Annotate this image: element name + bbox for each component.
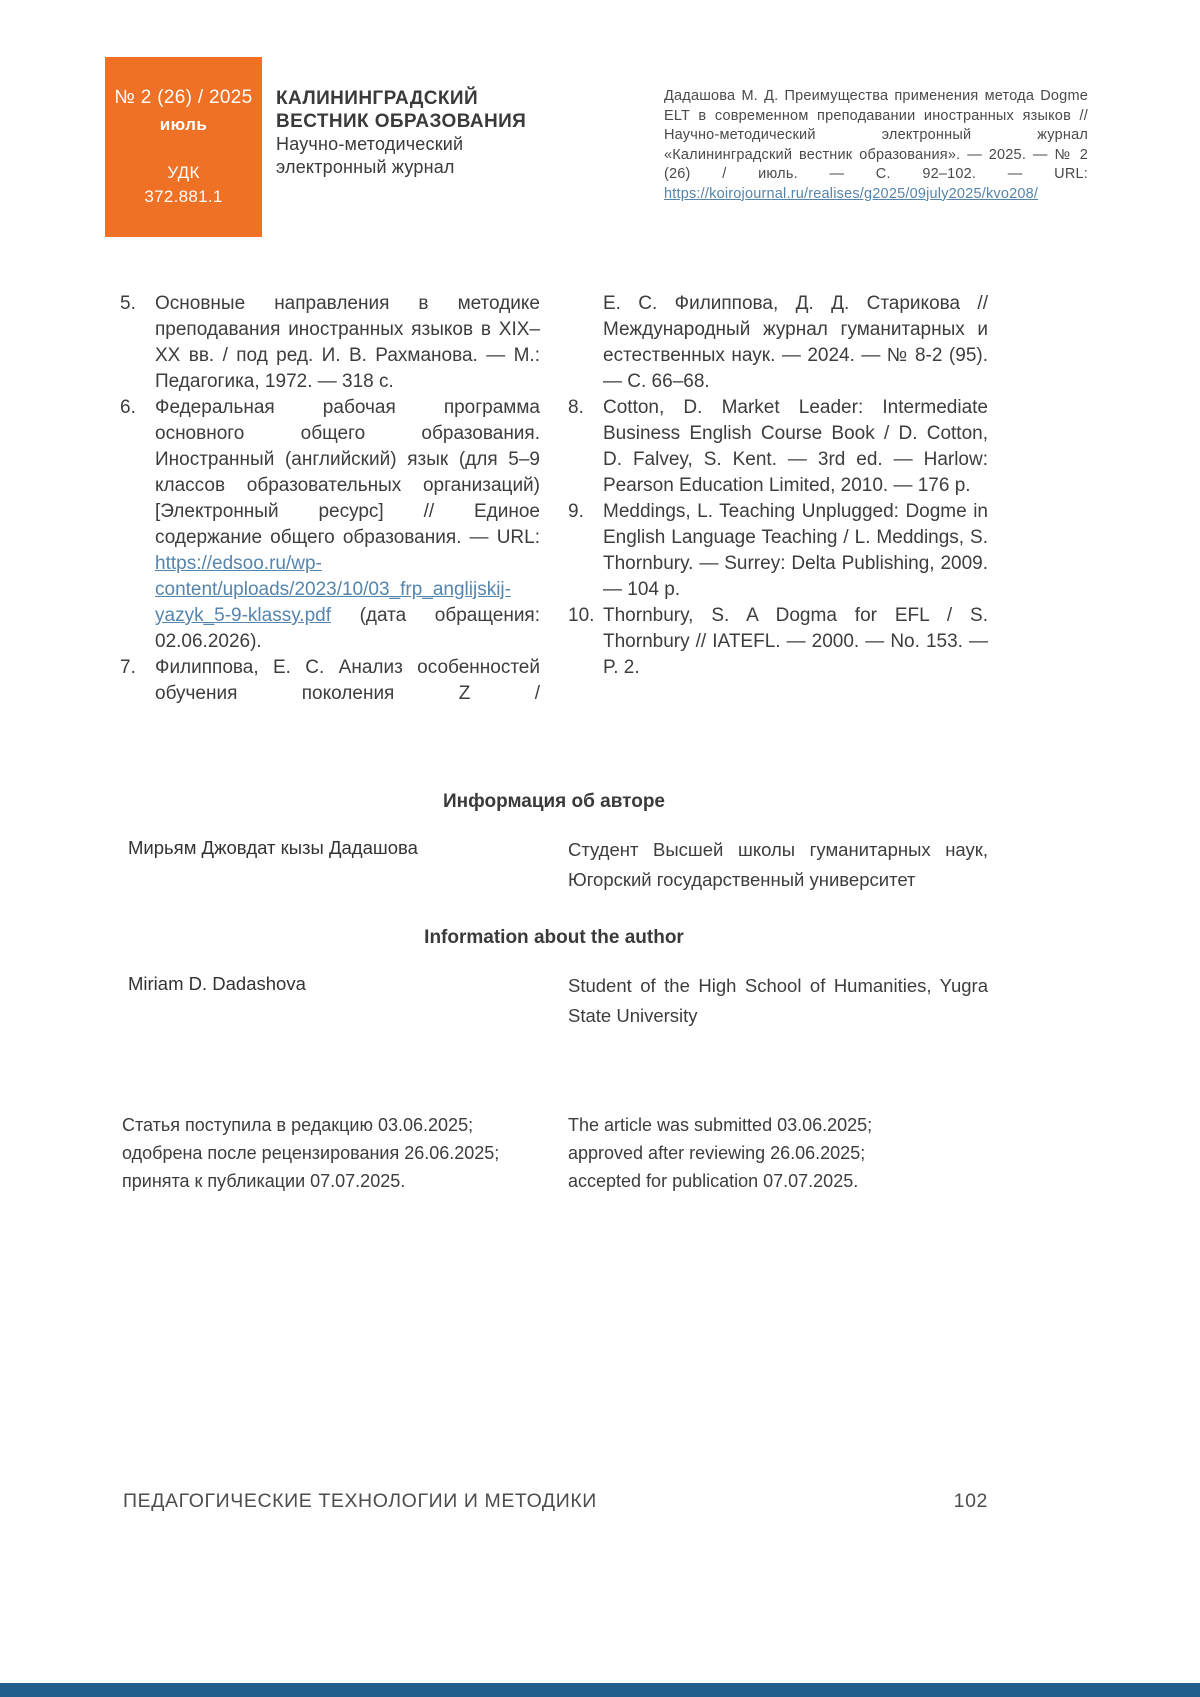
footer-section-title: ПЕДАГОГИЧЕСКИЕ ТЕХНОЛОГИИ И МЕТОДИКИ (123, 1490, 597, 1512)
reference-text-segment: (дата обращения: 02.06.2026). (155, 605, 540, 652)
journal-subtitle-line-2: электронный журнал (276, 157, 455, 177)
author-row-en (120, 971, 988, 1031)
author-name-ru: Мирьям Джовдат кызы Дадашова (128, 837, 418, 858)
reference-number: 9. (568, 501, 584, 522)
page-number: 102 (953, 1490, 988, 1512)
references-section (120, 291, 988, 707)
submission-section (120, 1111, 988, 1195)
reference-number: 6. (120, 397, 136, 418)
references-column-left (120, 291, 540, 707)
reference-item-10 (568, 603, 988, 681)
references-column-right (568, 291, 988, 707)
journal-title (276, 87, 544, 133)
submission-line: accepted for publication 07.07.2025. (568, 1171, 859, 1191)
citation-text: Дадашова М. Д. Преимущества применения метода Dogme ELT в современном преподавании иностранных языков // Научно-методический электронный журнал «Калининградский вестник образования». — 2025. — № 2 (26) / июль. — С. 92–102. — URL: (664, 88, 1088, 182)
udc-block (105, 161, 262, 209)
author-info-heading-en: Information about the author (424, 927, 684, 948)
author-info-heading-ru: Информация об авторе (442, 791, 666, 812)
submission-line: Статья поступила в редакцию 03.06.2025; (122, 1115, 474, 1135)
author-name-en: Miriam D. Dadashova (128, 973, 306, 994)
reference-item-8 (568, 395, 988, 499)
reference-text: Thornbury, S. A Dogma for EFL / S. Thornbury // IATEFL. — 2000. — No. 153. — P. 2. (603, 605, 988, 678)
reference-number: 8. (568, 397, 584, 418)
article-citation (664, 57, 1088, 204)
citation-link[interactable]: https://koirojournal.ru/realises/g2025/09july2025/kvo208/ (664, 185, 1039, 202)
reference-text: Е. С. Филиппова, Д. Д. Старикова // Международный журнал гуманитарных и естественных наук. — 2024. — № 8-2 (95). — С. 66–68. (603, 293, 988, 392)
reference-text (155, 397, 540, 652)
submission-note-ru (120, 1111, 568, 1195)
journal-title-line-1: КАЛИНИНГРАДСКИЙ (276, 88, 479, 109)
author-affiliation-ru: Студент Высшей школы гуманитарных наук, Югорский государственный университет (568, 839, 988, 890)
reference-text: Основные направления в методике преподавания иностранных языков в XIX–XX вв. / под ред. И. В. Рахманова. — М.: Педагогика, 1972. — 318 с. (155, 293, 540, 392)
udc-value: 372.881.1 (144, 186, 223, 206)
reference-item-7 (120, 655, 540, 707)
issue-number: № 2 (26) / 2025 (114, 87, 253, 108)
reference-number: 5. (120, 293, 136, 314)
submission-line: принята к публикации 07.07.2025. (122, 1171, 406, 1191)
reference-item-7-continued (568, 291, 988, 395)
journal-title-line-2: ВЕСТНИК ОБРАЗОВАНИЯ (276, 111, 527, 132)
submission-line: approved after reviewing 26.06.2025; (568, 1143, 866, 1163)
submission-note-en (568, 1111, 988, 1195)
page-footer (123, 1490, 988, 1513)
journal-subtitle-line-1: Научно-методический (276, 134, 464, 154)
reference-url-link[interactable]: https://edsoo.ru/wp-content/uploads/2023/10/03_frp_anglijskij-yazyk_5-9-klassy.pdf (155, 553, 511, 626)
reference-number: 10. (568, 605, 595, 626)
reference-number: 7. (120, 657, 136, 678)
author-row-ru (120, 835, 988, 895)
journal-title-block (276, 57, 544, 179)
reference-item-5 (120, 291, 540, 395)
udc-label: УДК (167, 163, 200, 182)
reference-item-6 (120, 395, 540, 655)
reference-text: Cotton, D. Market Leader: Intermediate Business English Course Book / D. Cotton, D. Falvey, S. Kent. — 3rd ed. — Harlow: Pearson Education Limited, 2010. — 176 p. (603, 397, 988, 496)
submission-line: The article was submitted 03.06.2025; (568, 1115, 873, 1135)
reference-text: Meddings, L. Teaching Unplugged: Dogme in English Language Teaching / L. Meddings, S. Thornbury. — Surrey: Delta Publishing, 2009. — 104 p. (603, 501, 988, 600)
reference-item-9 (568, 499, 988, 603)
reference-text-segment: Федеральная рабочая программа основного общего образования. Иностранный (английский) язык (для 5–9 классов образовательных организаций) [Электронный ресурс] // Единое содержание общего образования. — URL: (155, 397, 540, 548)
issue-month: июль (159, 115, 208, 134)
journal-subtitle (276, 133, 544, 179)
issue-badge (105, 57, 262, 237)
author-affiliation-en: Student of the High School of Humanities, Yugra State University (568, 975, 988, 1026)
submission-line: одобрена после рецензирования 26.06.2025; (122, 1143, 500, 1163)
footer-accent-bar (0, 1683, 1200, 1697)
reference-text: Филиппова, Е. С. Анализ особенностей обучения поколения Z / (155, 657, 540, 704)
page-header (0, 0, 1200, 237)
